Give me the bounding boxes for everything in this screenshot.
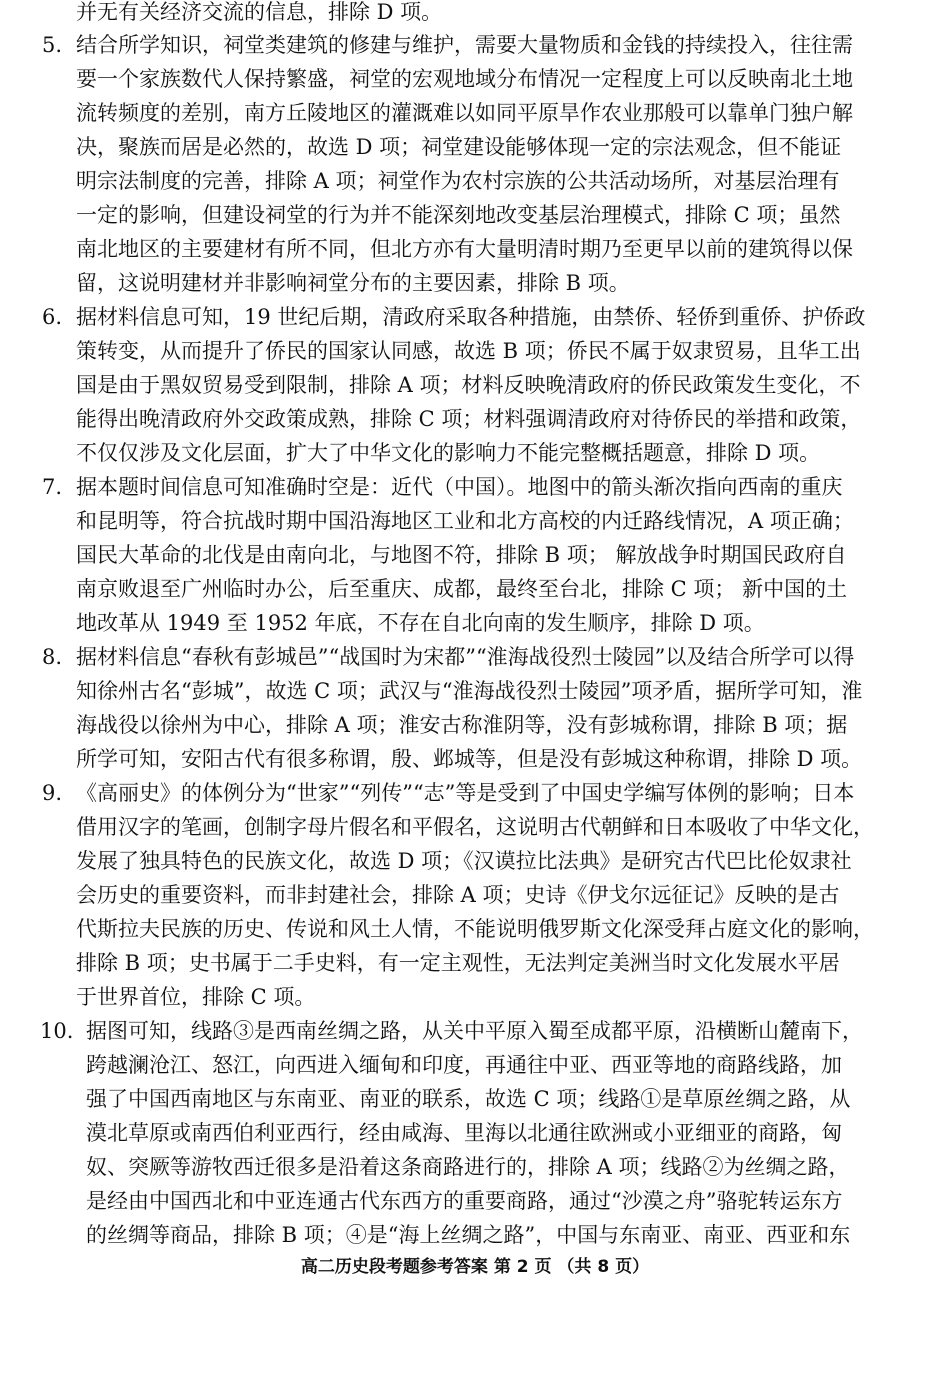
item-line: 排除 B 项；史书属于二手史料，有一定主观性，无法判定美洲当时文化发展水平居: [76, 951, 840, 975]
item-line: 于世界首位，排除 C 项。: [76, 985, 316, 1009]
item-line: 结合所学知识，祠堂类建筑的修建与维护，需要大量物质和金钱的持续投入，往往需: [76, 33, 853, 57]
item-line: 明宗法制度的完善，排除 A 项；祠堂作为农村宗族的公共活动场所，对基层治理有: [76, 169, 840, 193]
item-line: 国是由于黑奴贸易受到限制，排除 A 项；材料反映晚清政府的侨民政策发生变化，不: [76, 373, 861, 397]
item-line: 流转频度的差别，南方丘陵地区的灌溉难以如同平原旱作农业那般可以靠单门独户解: [76, 101, 853, 125]
item-line: 不仅仅涉及文化层面，扩大了中华文化的影响力不能完整概括题意，排除 D 项。: [76, 441, 821, 465]
item-line: 是经由中国西北和中亚连通古代东西方的重要商路，通过“沙漠之舟”骆驼转运东方: [86, 1189, 843, 1213]
item-line: 地改革从 1949 至 1952 年底，不存在自北向南的发生顺序，排除 D 项。: [76, 611, 765, 635]
item-line: 代斯拉夫民族的历史、传说和风土人情，不能说明俄罗斯文化深受拜占庭文化的影响，: [76, 917, 874, 941]
item-line: 跨越澜沧江、怒江，向西进入缅甸和印度，再通往中亚、西亚等地的商路线路，加: [86, 1053, 842, 1077]
item-line: 据图可知，线路③是西南丝绸之路，从关中平原入蜀至成都平原，沿横断山麓南下，: [86, 1019, 863, 1043]
item-line: 漠北草原或南西伯利亚西行，经由咸海、里海以北通往欧洲或小亚细亚的商路，匈: [86, 1121, 842, 1145]
item-number: 5.: [42, 33, 63, 57]
item-line: 策转变，从而提升了侨民的国家认同感，故选 B 项；侨民不属于奴隶贸易，且华工出: [76, 339, 861, 363]
item-line: 南京败退至广州临时办公，后至重庆、成都，最终至台北，排除 C 项； 新中国的土: [76, 577, 848, 601]
item-number: 6.: [42, 305, 63, 329]
item-line: 和昆明等，符合抗战时期中国沿海地区工业和北方高校的内迁路线情况，A 项正确；: [76, 509, 854, 533]
item-number: 8.: [42, 645, 63, 669]
item-number: 10.: [40, 1019, 74, 1043]
item-line: 发展了独具特色的民族文化，故选 D 项；《汉谟拉比法典》是研究古代巴比伦奴隶社: [76, 849, 852, 873]
item-line: 所学可知，安阳古代有很多称谓，殷、邺城等，但是没有彭城这种称谓，排除 D 项。: [76, 747, 863, 771]
item-line: 《高丽史》的体例分为“世家”“列传”“志”等是受到了中国史学编写体例的影响；日本: [76, 781, 855, 805]
lead-line: 并无有关经济交流的信息，排除 D 项。: [76, 0, 443, 24]
item-line: 据本题时间信息可知准确时空是：近代（中国）。地图中的箭头渐次指向西南的重庆: [76, 475, 843, 499]
item-line: 一定的影响，但建设祠堂的行为并不能深刻地改变基层治理模式，排除 C 项；虽然: [76, 203, 841, 227]
item-line: 能得出晚清政府外交政策成熟，排除 C 项；材料强调清政府对待侨民的举措和政策，: [76, 407, 862, 431]
item-line: 海战役以徐州为中心，排除 A 项；淮安古称淮阴等，没有彭城称谓，排除 B 项；据: [76, 713, 848, 737]
item-line: 国民大革命的北伐是由南向北，与地图不符，排除 B 项； 解放战争时期国民政府自: [76, 543, 847, 567]
item-line: 强了中国西南地区与东南亚、南亚的联系，故选 C 项；线路①是草原丝绸之路，从: [86, 1087, 851, 1111]
item-line: 要一个家族数代人保持繁盛，祠堂的宏观地域分布情况一定程度上可以反映南北土地: [76, 67, 853, 91]
item-line: 借用汉字的笔画，创制字母片假名和平假名，这说明古代朝鲜和日本吸收了中华文化，: [76, 815, 874, 839]
item-line: 知徐州古名“彭城”，故选 C 项；武汉与“淮海战役烈士陵园”项矛盾，据所学可知，淮: [76, 679, 863, 703]
page-footer: 高二历史段考题参考答案 第 2 页 （共 8 页）: [300, 1257, 650, 1277]
item-line: 会历史的重要资料，而非封建社会，排除 A 项；史诗《伊戈尔远征记》反映的是古: [76, 883, 840, 907]
item-line: 的丝绸等商品，排除 B 项；④是“海上丝绸之路”，中国与东南亚、南亚、西亚和东: [86, 1223, 851, 1247]
item-line: 南北地区的主要建材有所不同，但北方亦有大量明清时期乃至更早以前的建筑得以保: [76, 237, 853, 261]
item-line: 决，聚族而居是必然的，故选 D 项；祠堂建设能够体现一定的宗法观念，但不能证: [76, 135, 842, 159]
item-line: 留，这说明建材并非影响祠堂分布的主要因素，排除 B 项。: [76, 271, 630, 295]
item-line: 据材料信息可知，19 世纪后期，清政府采取各种措施，由禁侨、轻侨到重侨、护侨政: [76, 305, 866, 329]
item-number: 9.: [42, 781, 63, 805]
item-line: 奴、突厥等游牧西迁很多是沿着这条商路进行的，排除 A 项；线路②为丝绸之路，: [86, 1155, 850, 1179]
item-number: 7.: [42, 475, 63, 499]
item-line: 据材料信息“春秋有彭城邑”“战国时为宋都”“淮海战役烈士陵园”以及结合所学可以得: [76, 645, 855, 669]
